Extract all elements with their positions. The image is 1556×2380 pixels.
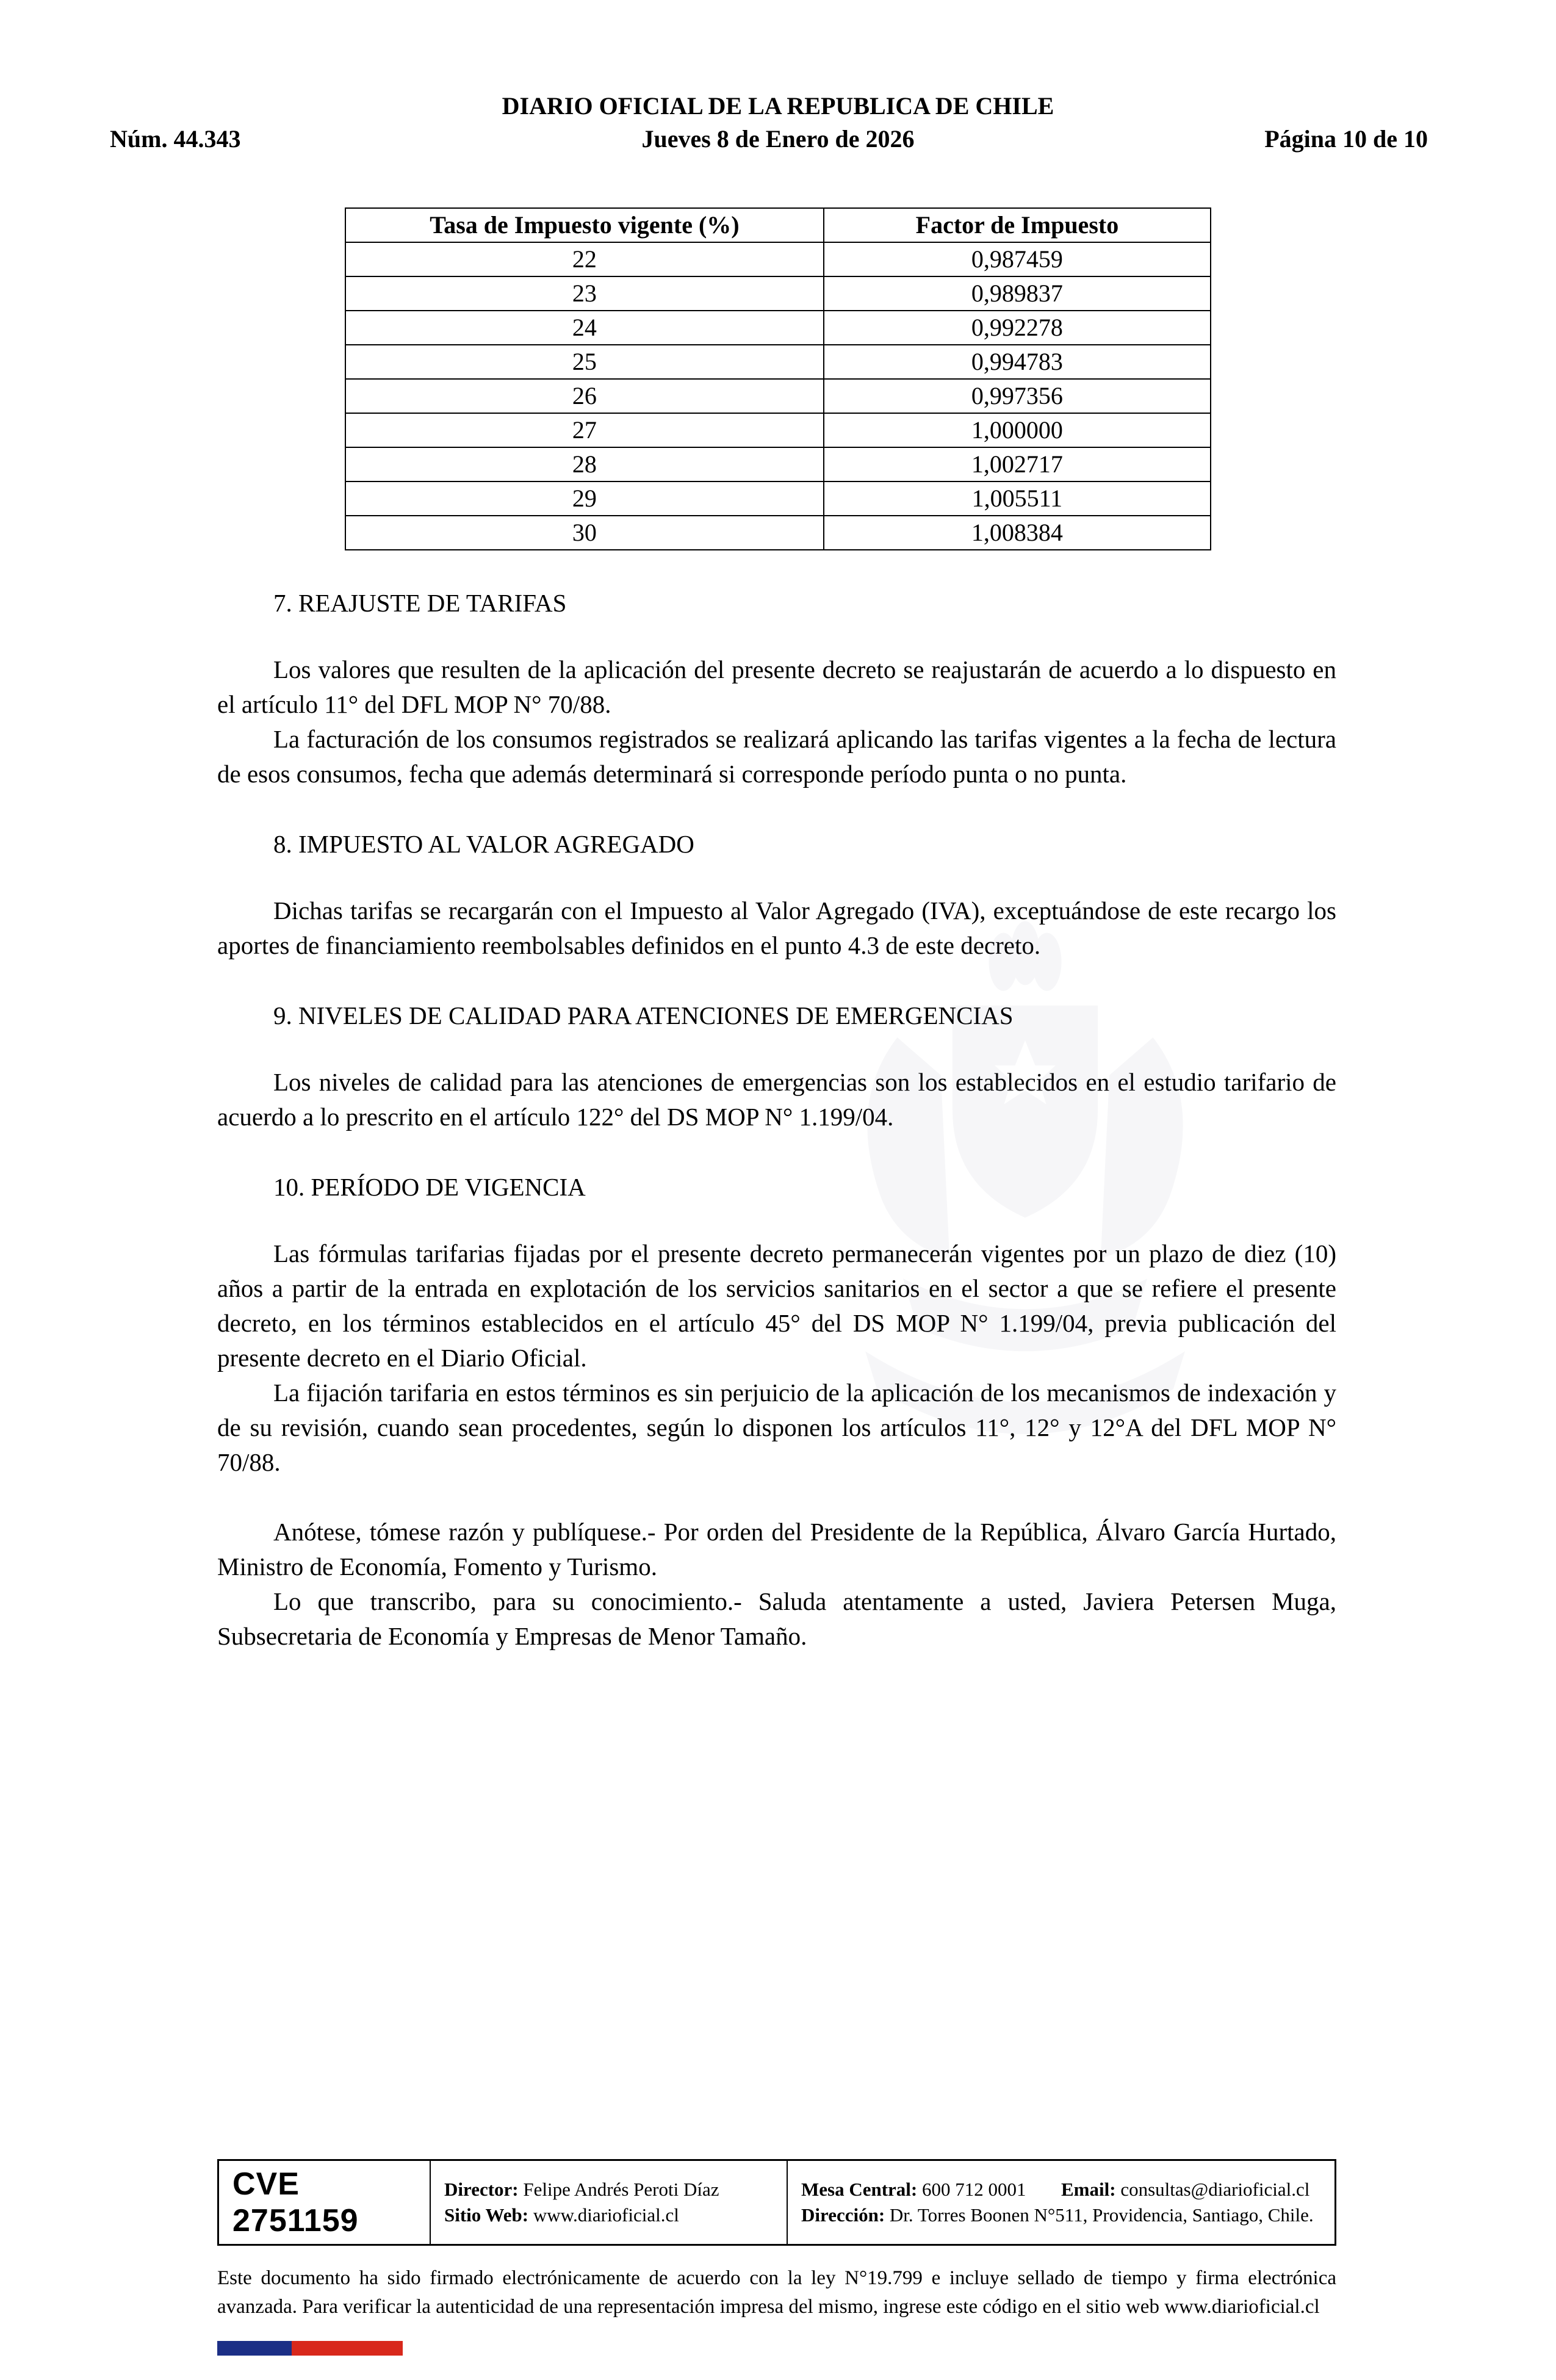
section-heading-8: 8. IMPUESTO AL VALOR AGREGADO (273, 830, 694, 858)
cell-tasa: 27 (345, 413, 824, 447)
paragraph: Las fórmulas tarifarias fijadas por el presente decreto permanecerán vigentes por un plazo de diez (10) años a partir de la entrada en explotación de los servicios sanitarios en el sector a que se refiere el presente decreto, en los términos establecidos en el artículo 45° del DS MOP N° 1.199/04, previa publicación del presente decreto en el Diario Oficial. (217, 1239, 1336, 1372)
table-row (345, 242, 1211, 276)
website-value: www.diarioficial.cl (533, 2204, 679, 2226)
mesa-central-value: 600 712 0001 (922, 2179, 1026, 2200)
paragraph: Los valores que resulten de la aplicación del presente decreto se reajustarán de acuerdo a lo dispuesto en el artículo 11° del DFL MOP N° 70/88. (217, 655, 1336, 718)
website-line (444, 2202, 773, 2228)
cell-factor: 1,008384 (824, 516, 1211, 550)
tax-factor-table (345, 207, 1211, 550)
website-label: Sitio Web: (444, 2204, 529, 2226)
flag-bar-blue (217, 2341, 292, 2356)
cell-tasa: 30 (345, 516, 824, 550)
table-row (345, 447, 1211, 481)
cell-tasa: 22 (345, 242, 824, 276)
address-label: Dirección: (801, 2204, 885, 2226)
paragraph: La fijación tarifaria en estos términos es sin perjuicio de la aplicación de los mecanismos de indexación y de su revisión, cuando sean procedentes, según lo disponen los artículos 11°, 12° y 12°A del DFL MOP N° 70/88. (217, 1379, 1336, 1476)
paragraph: La facturación de los consumos registrados se realizará aplicando las tarifas vigentes a la fecha de lectura de esos consumos, fecha que además determinará si corresponde período punta o no punta. (217, 725, 1336, 788)
section-heading-7: 7. REAJUSTE DE TARIFAS (273, 589, 567, 617)
contact-info (787, 2161, 1334, 2244)
page-number: Página 10 de 10 (1264, 125, 1428, 153)
cell-factor: 0,992278 (824, 311, 1211, 345)
table-row (345, 516, 1211, 550)
col-header-tasa: Tasa de Impuesto vigente (%) (345, 208, 824, 242)
cell-tasa: 28 (345, 447, 824, 481)
decree-body (217, 586, 1336, 1654)
flag-bar-red (292, 2341, 403, 2356)
cell-tasa: 29 (345, 481, 824, 516)
cell-factor: 0,997356 (824, 379, 1211, 413)
table-row (345, 413, 1211, 447)
cell-factor: 1,000000 (824, 413, 1211, 447)
closing-paragraph: Anótese, tómese razón y publíquese.- Por orden del Presidente de la República, Álvaro García Hurtado, Ministro de Economía, Fomento y Turismo. (217, 1518, 1336, 1581)
page-footer (217, 2159, 1336, 2356)
legal-notice: Este documento ha sido firmado electrónicamente de acuerdo con la ley N°19.799 e incluye sellado de tiempo y firma electrónica avanzada. Para verificar la autenticidad de una representación impresa del mismo, ingrese este código en el sitio web www.diarioficial.cl (217, 2267, 1336, 2318)
cell-factor: 1,005511 (824, 481, 1211, 516)
paragraph: Dichas tarifas se recargarán con el Impuesto al Valor Agregado (IVA), exceptuándose de este recargo los aportes de financiamiento reembolsables definidos en el punto 4.3 de este decreto. (217, 896, 1336, 959)
address-value: Dr. Torres Boonen N°511, Providencia, Santiago, Chile. (889, 2204, 1314, 2226)
cve-code: CVE 2751159 (232, 2166, 359, 2238)
phone-email-line (801, 2177, 1321, 2202)
email-label: Email: (1061, 2179, 1116, 2200)
issue-number: Núm. 44.343 (110, 125, 241, 153)
table-row (345, 311, 1211, 345)
cell-factor: 1,002717 (824, 447, 1211, 481)
table-row (345, 345, 1211, 379)
col-header-factor: Factor de Impuesto (824, 208, 1211, 242)
cell-tasa: 24 (345, 311, 824, 345)
table-header-row (345, 208, 1211, 242)
section-heading-9: 9. NIVELES DE CALIDAD PARA ATENCIONES DE EMERGENCIAS (273, 1001, 1014, 1030)
cell-tasa: 25 (345, 345, 824, 379)
director-label: Director: (444, 2179, 519, 2200)
director-line (444, 2177, 773, 2202)
paragraph: Los niveles de calidad para las atenciones de emergencias son los establecidos en el estudio tarifario de acuerdo a lo prescrito en el artículo 122° del DS MOP N° 1.199/04. (217, 1068, 1336, 1131)
table-row (345, 379, 1211, 413)
section-heading-10: 10. PERÍODO DE VIGENCIA (273, 1173, 586, 1201)
closing-paragraph: Lo que transcribo, para su conocimiento.- Saluda atentamente a usted, Javiera Petersen Muga, Subsecretaria de Economía y Empresas de Menor Tamaño. (217, 1587, 1336, 1650)
cell-tasa: 23 (345, 276, 824, 311)
table-row (345, 481, 1211, 516)
table-row (345, 276, 1211, 311)
cve-box (217, 2159, 1336, 2246)
address-line (801, 2202, 1321, 2228)
mesa-central-label: Mesa Central: (801, 2179, 918, 2200)
director-value: Felipe Andrés Peroti Díaz (523, 2179, 719, 2200)
cell-factor: 0,987459 (824, 242, 1211, 276)
gazette-title: DIARIO OFICIAL DE LA REPUBLICA DE CHILE (502, 92, 1054, 120)
page-header (0, 0, 1556, 171)
cell-factor: 0,989837 (824, 276, 1211, 311)
chile-flag-bar (217, 2341, 403, 2356)
director-info (430, 2161, 787, 2244)
cell-factor: 0,994783 (824, 345, 1211, 379)
cell-tasa: 26 (345, 379, 824, 413)
gazette-date: Jueves 8 de Enero de 2026 (641, 125, 915, 153)
email-value: consultas@diarioficial.cl (1120, 2179, 1310, 2200)
